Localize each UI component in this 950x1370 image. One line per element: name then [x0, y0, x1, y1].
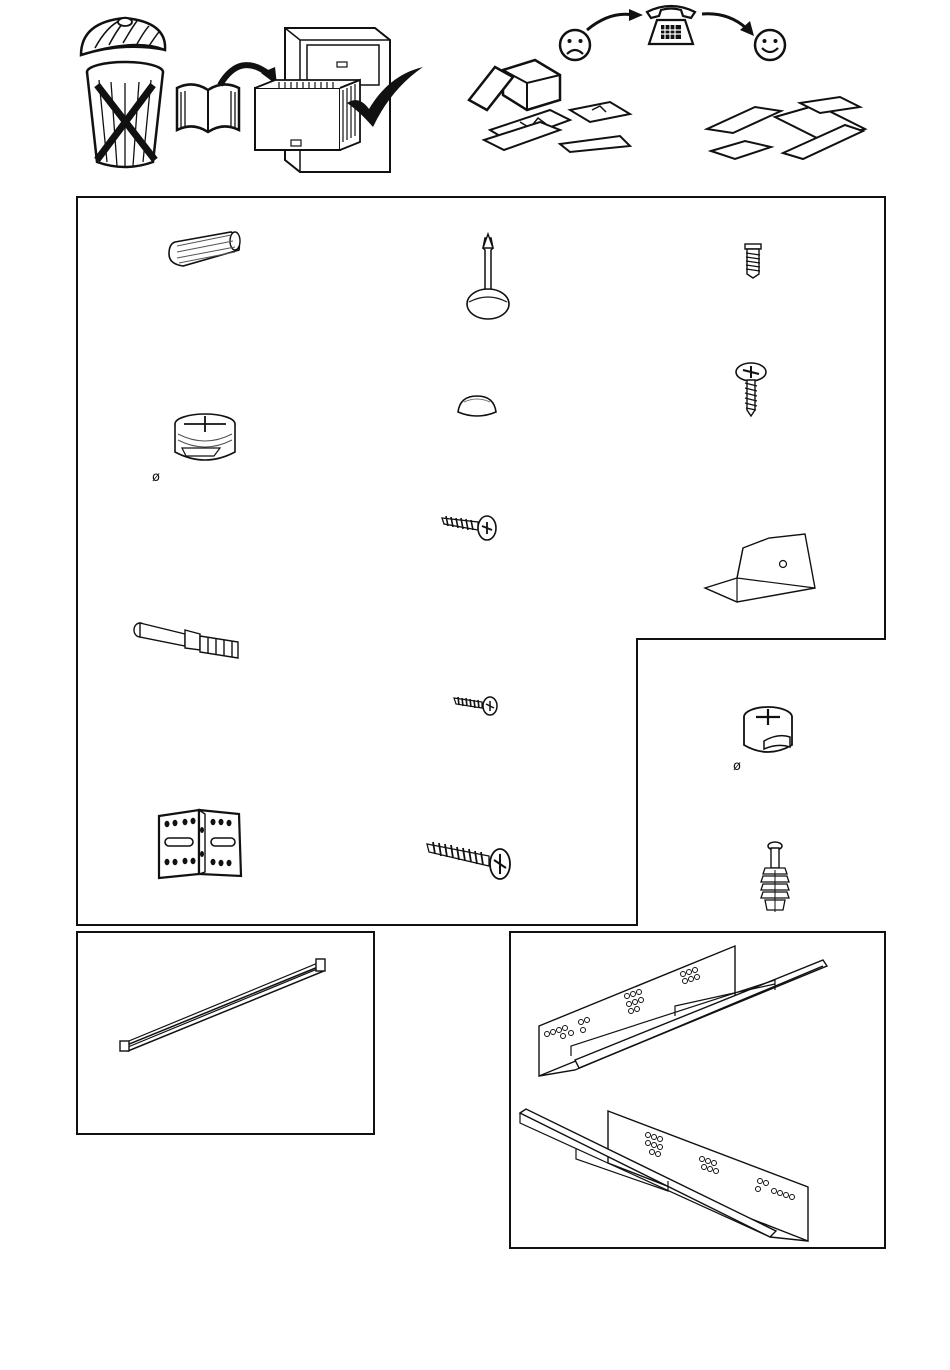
- euro-screw-icon: [738, 242, 768, 282]
- arrow-icon: [700, 8, 760, 38]
- replacement-panels-icon: [705, 95, 875, 165]
- cam-lock-icon: [170, 410, 240, 465]
- header-contact-support: [460, 0, 880, 185]
- cam-lock-small-icon: [738, 703, 798, 759]
- wood-screw-icon: [440, 510, 500, 544]
- nail-icon: [463, 234, 513, 324]
- telephone-icon: [643, 2, 699, 46]
- damaged-parts-icon: [480, 100, 640, 160]
- diameter-symbol: ø: [152, 470, 160, 485]
- cam-bolt-expanding-icon: [757, 840, 797, 920]
- diameter-symbol: ø: [733, 759, 741, 774]
- wooden-dowel-icon: [163, 228, 243, 278]
- short-wood-screw-icon: [452, 692, 500, 718]
- hanging-rail-icon: [118, 955, 333, 1055]
- arrow-icon: [585, 5, 645, 35]
- corner-plate-icon: [155, 806, 245, 881]
- drawer-slide-right-icon: [518, 1105, 818, 1245]
- long-wood-screw-icon: [425, 838, 515, 882]
- bumper-pad-icon: [454, 392, 500, 420]
- header-keep-instructions: [70, 0, 440, 185]
- cam-bolt-icon: [130, 618, 245, 663]
- happy-face-icon: [752, 27, 788, 63]
- drawer-slide-left-icon: [535, 940, 835, 1080]
- checkmark-icon: [345, 65, 425, 135]
- pan-head-screw-icon: [733, 360, 773, 420]
- angle-bracket-icon: [697, 530, 827, 610]
- trash-bin-crossed-icon: [75, 10, 175, 180]
